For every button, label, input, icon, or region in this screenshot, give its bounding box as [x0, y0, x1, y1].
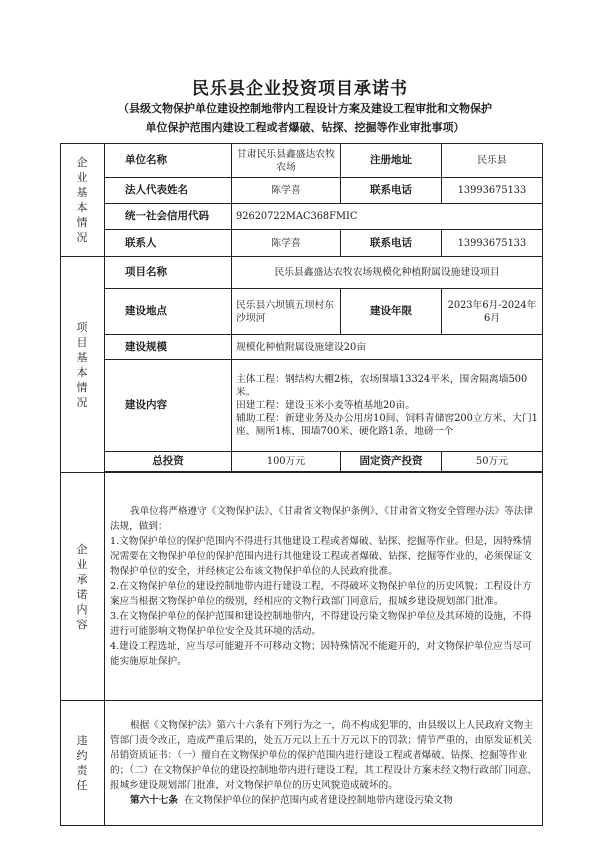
label-contact-phone: 联系电话 — [341, 230, 442, 257]
commitment-form-table — [60, 143, 543, 826]
article-67-text: 在文物保护单位的保护范围内或者建设控制地带内建设污染文物 — [184, 795, 453, 806]
value-unit-name: 甘肃民乐县鑫盛达农牧农场 — [232, 144, 341, 178]
value-construction-site: 民乐县六坝镇五坝村东沙坝河 — [232, 289, 341, 335]
label-project-name: 项目名称 — [105, 257, 232, 289]
label-credit-code: 统一社会信用代码 — [105, 204, 232, 230]
liability-content — [105, 701, 543, 826]
label-registered-address: 注册地址 — [341, 144, 442, 178]
label-construction-site: 建设地点 — [105, 289, 232, 335]
section-project-info: 项目基本情况 — [61, 257, 105, 473]
page-title: 民乐县企业投资项目承诺书 — [192, 79, 408, 99]
content-line-aux: 辅助工程：新建业务及办公用房10间、饲料青储窖200立方米、大门1座、厕所1栋、围墙700米、硬化路1条，地磅一个 — [236, 413, 538, 437]
label-construction-content: 建设内容 — [105, 360, 232, 452]
page-subtitle-line2: 单位保护范围内建设工程或者爆破、钻探、挖掘等作业审批事项） — [145, 121, 465, 134]
label-phone: 联系电话 — [341, 178, 442, 204]
label-unit-name: 单位名称 — [105, 144, 232, 178]
value-credit-code: 92620722MAC368FMIC — [232, 204, 543, 230]
liability-paragraph-2 — [110, 793, 537, 808]
value-legal-representative: 陈学喜 — [232, 178, 341, 204]
value-construction-period: 2023年6月-2024年6月 — [442, 289, 543, 335]
value-registered-address: 民乐县 — [442, 144, 543, 178]
value-project-name: 民乐县鑫盛达农牧农场规模化种植附属设施建设项目 — [232, 257, 543, 289]
label-contact-person: 联系人 — [105, 230, 232, 257]
article-67-label: 第六十七条 — [130, 795, 178, 806]
commitment-item-4: 4.建设工程选址，应当尽可能避开不可移动文物；因特殊情况不能避开的，对文物保护单位应当尽可能实施原址保护。 — [110, 641, 532, 667]
content-line-main: 主体工程：钢结构大棚2栋，农场围墙13324平米，围舍隔离墙500米。 — [236, 374, 528, 398]
label-construction-scale: 建设规模 — [105, 335, 232, 360]
commitment-item-2: 2.在文物保护单位的建设控制地带内进行建设工程，不得破坏文物保护单位的历史风貌；工程设计方案应当根据文物保护单位的级别，经相应的文物行政部门同意后，报城乡建设规划部门批准。 — [110, 581, 532, 607]
section-commitment: 企业承诺内容 — [61, 473, 105, 701]
commitment-content — [105, 473, 543, 701]
liability-paragraph-1: 根据《文物保护法》第六十六条有下列行为之一，尚不构成犯罪的，由县级以上人民政府文物主管部门责令改正，造成严重后果的，处五万元以上五十万元以下的罚款；情节严重的，由原发证机关吊销资质证书：（一）擅自在文物保护单位的保护范围内进行建设工程或者爆破、钻探、挖掘等作业的；（二）在文物保护单位的建设控制地带内进行建设工程，其工程设计方案未经文物行政部门同意、报城乡建设规划部门批准，对文物保护单位的历史风貌造成破坏的。 — [110, 720, 537, 791]
commitment-item-1: 1.文物保护单位的保护范围内不得进行其他建设工程或者爆破、钻探、挖掘等作业。但是，因特殊情况需要在文物保护单位的保护范围内进行其他建设工程或者爆破、钻探、挖掘等作业的，必须保证文物保护单位的安全，并经核定公布该文物保护单位的人民政府批准。 — [110, 536, 533, 577]
commitment-intro: 我单位将严格遵守《文物保护法》、《甘肃省文物保护条例》、《甘肃省文物安全管理办法》等法律法规，做到： — [110, 506, 533, 532]
value-construction-content — [232, 360, 543, 452]
label-legal-representative: 法人代表姓名 — [105, 178, 232, 204]
value-total-investment: 100万元 — [232, 452, 341, 472]
value-phone: 13993675133 — [442, 178, 543, 204]
label-fixed-assets: 固定资产投资 — [341, 452, 442, 472]
value-contact-phone: 13993675133 — [442, 230, 543, 257]
label-construction-period: 建设年限 — [341, 289, 442, 335]
value-construction-scale: 规模化种植附属设施建设20亩 — [232, 335, 543, 360]
value-contact-person: 陈学喜 — [232, 230, 341, 257]
value-fixed-assets: 50万元 — [442, 452, 543, 472]
commitment-item-3: 3.在文物保护单位的保护范围和建设控制地带内，不得建设污染文物保护单位及其环境的设施，不得进行可能影响文物保护单位安全及其环境的活动。 — [110, 611, 532, 637]
page-subtitle-line1: （县级文物保护单位建设控制地带内工程设计方案及建设工程审批和文物保护 — [118, 102, 492, 115]
content-line-field: 田建工程：建设玉米小麦等植基地20亩。 — [236, 400, 416, 411]
section-liability: 违约责任 — [61, 701, 105, 826]
section-enterprise-info: 企业基本情况 — [61, 144, 105, 257]
label-total-investment: 总投资 — [105, 452, 232, 472]
